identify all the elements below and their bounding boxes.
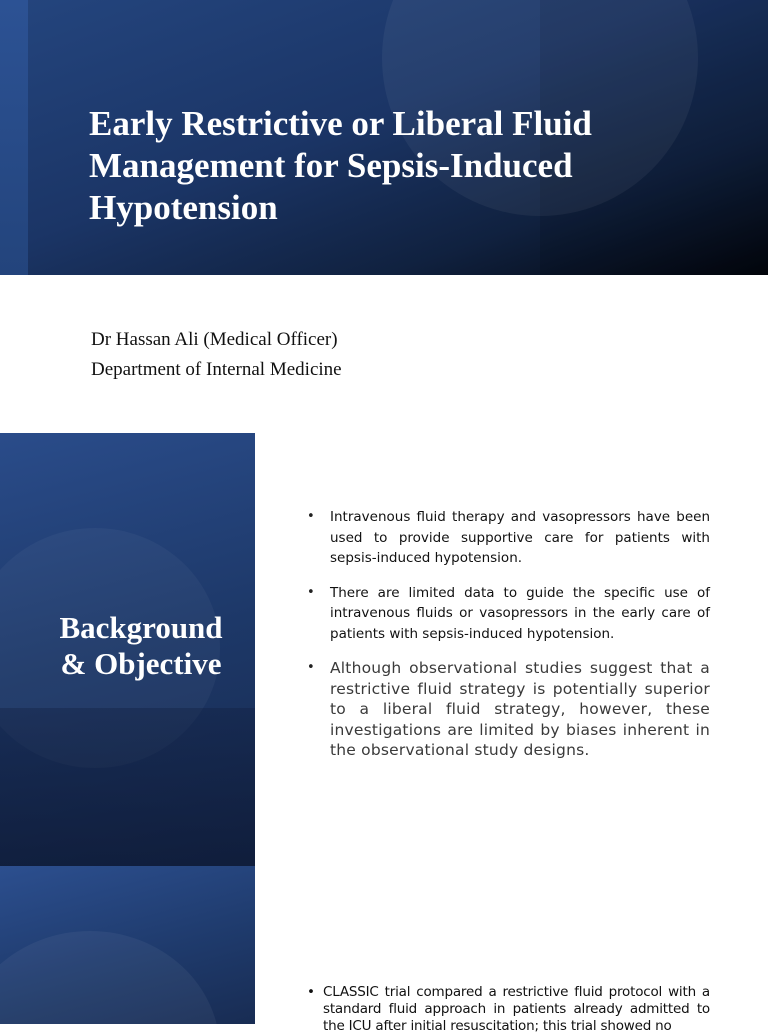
title-banner (0, 0, 768, 275)
background-bullet-list (307, 507, 710, 761)
author-block (91, 325, 342, 385)
author-department: Department of Internal Medicine (91, 359, 342, 380)
bullet-icon: • (307, 984, 315, 1000)
panel-decorative-circle (0, 931, 220, 1024)
bullet-icon: • (307, 509, 315, 524)
banner-side-stripe (0, 0, 28, 275)
author-name: Dr Hassan Ali (Medical Officer) (91, 329, 338, 350)
bullet-text: CLASSIC trial compared a restrictive fluid protocol with a standard fluid approach in patients already admitted to the ICU after initial resuscitation; this trial showed no (323, 984, 710, 1034)
bullet-icon: • (307, 584, 315, 600)
section-side-panel (0, 433, 255, 866)
presentation-title: Early Restrictive or Liberal Fluid Management for Sepsis-Induced Hypotension (89, 104, 592, 227)
list-item (307, 984, 710, 1035)
panel-lower-shade (0, 708, 255, 866)
list-item (307, 658, 710, 761)
next-slide-side-panel (0, 866, 255, 1024)
list-item (307, 583, 710, 645)
bullet-text: Although observational studies suggest that a restrictive fluid strategy is potentially superior to a liberal fluid strategy, however, these investigations are limited by biases inherent in the observational study designs. (330, 659, 710, 759)
section-title: Background & Objective (59, 610, 223, 681)
bullet-text: There are limited data to guide the specific use of intravenous fluids or vasopressors in the early care of patients with sepsis-induced hypotension. (330, 584, 710, 642)
next-slide-bullet-list (307, 984, 710, 1035)
bullet-icon: • (307, 660, 315, 675)
list-item (307, 507, 710, 569)
bullet-text: Intravenous fluid therapy and vasopressors have been used to provide supportive care for patients with sepsis-induced hypotension. (330, 509, 710, 566)
